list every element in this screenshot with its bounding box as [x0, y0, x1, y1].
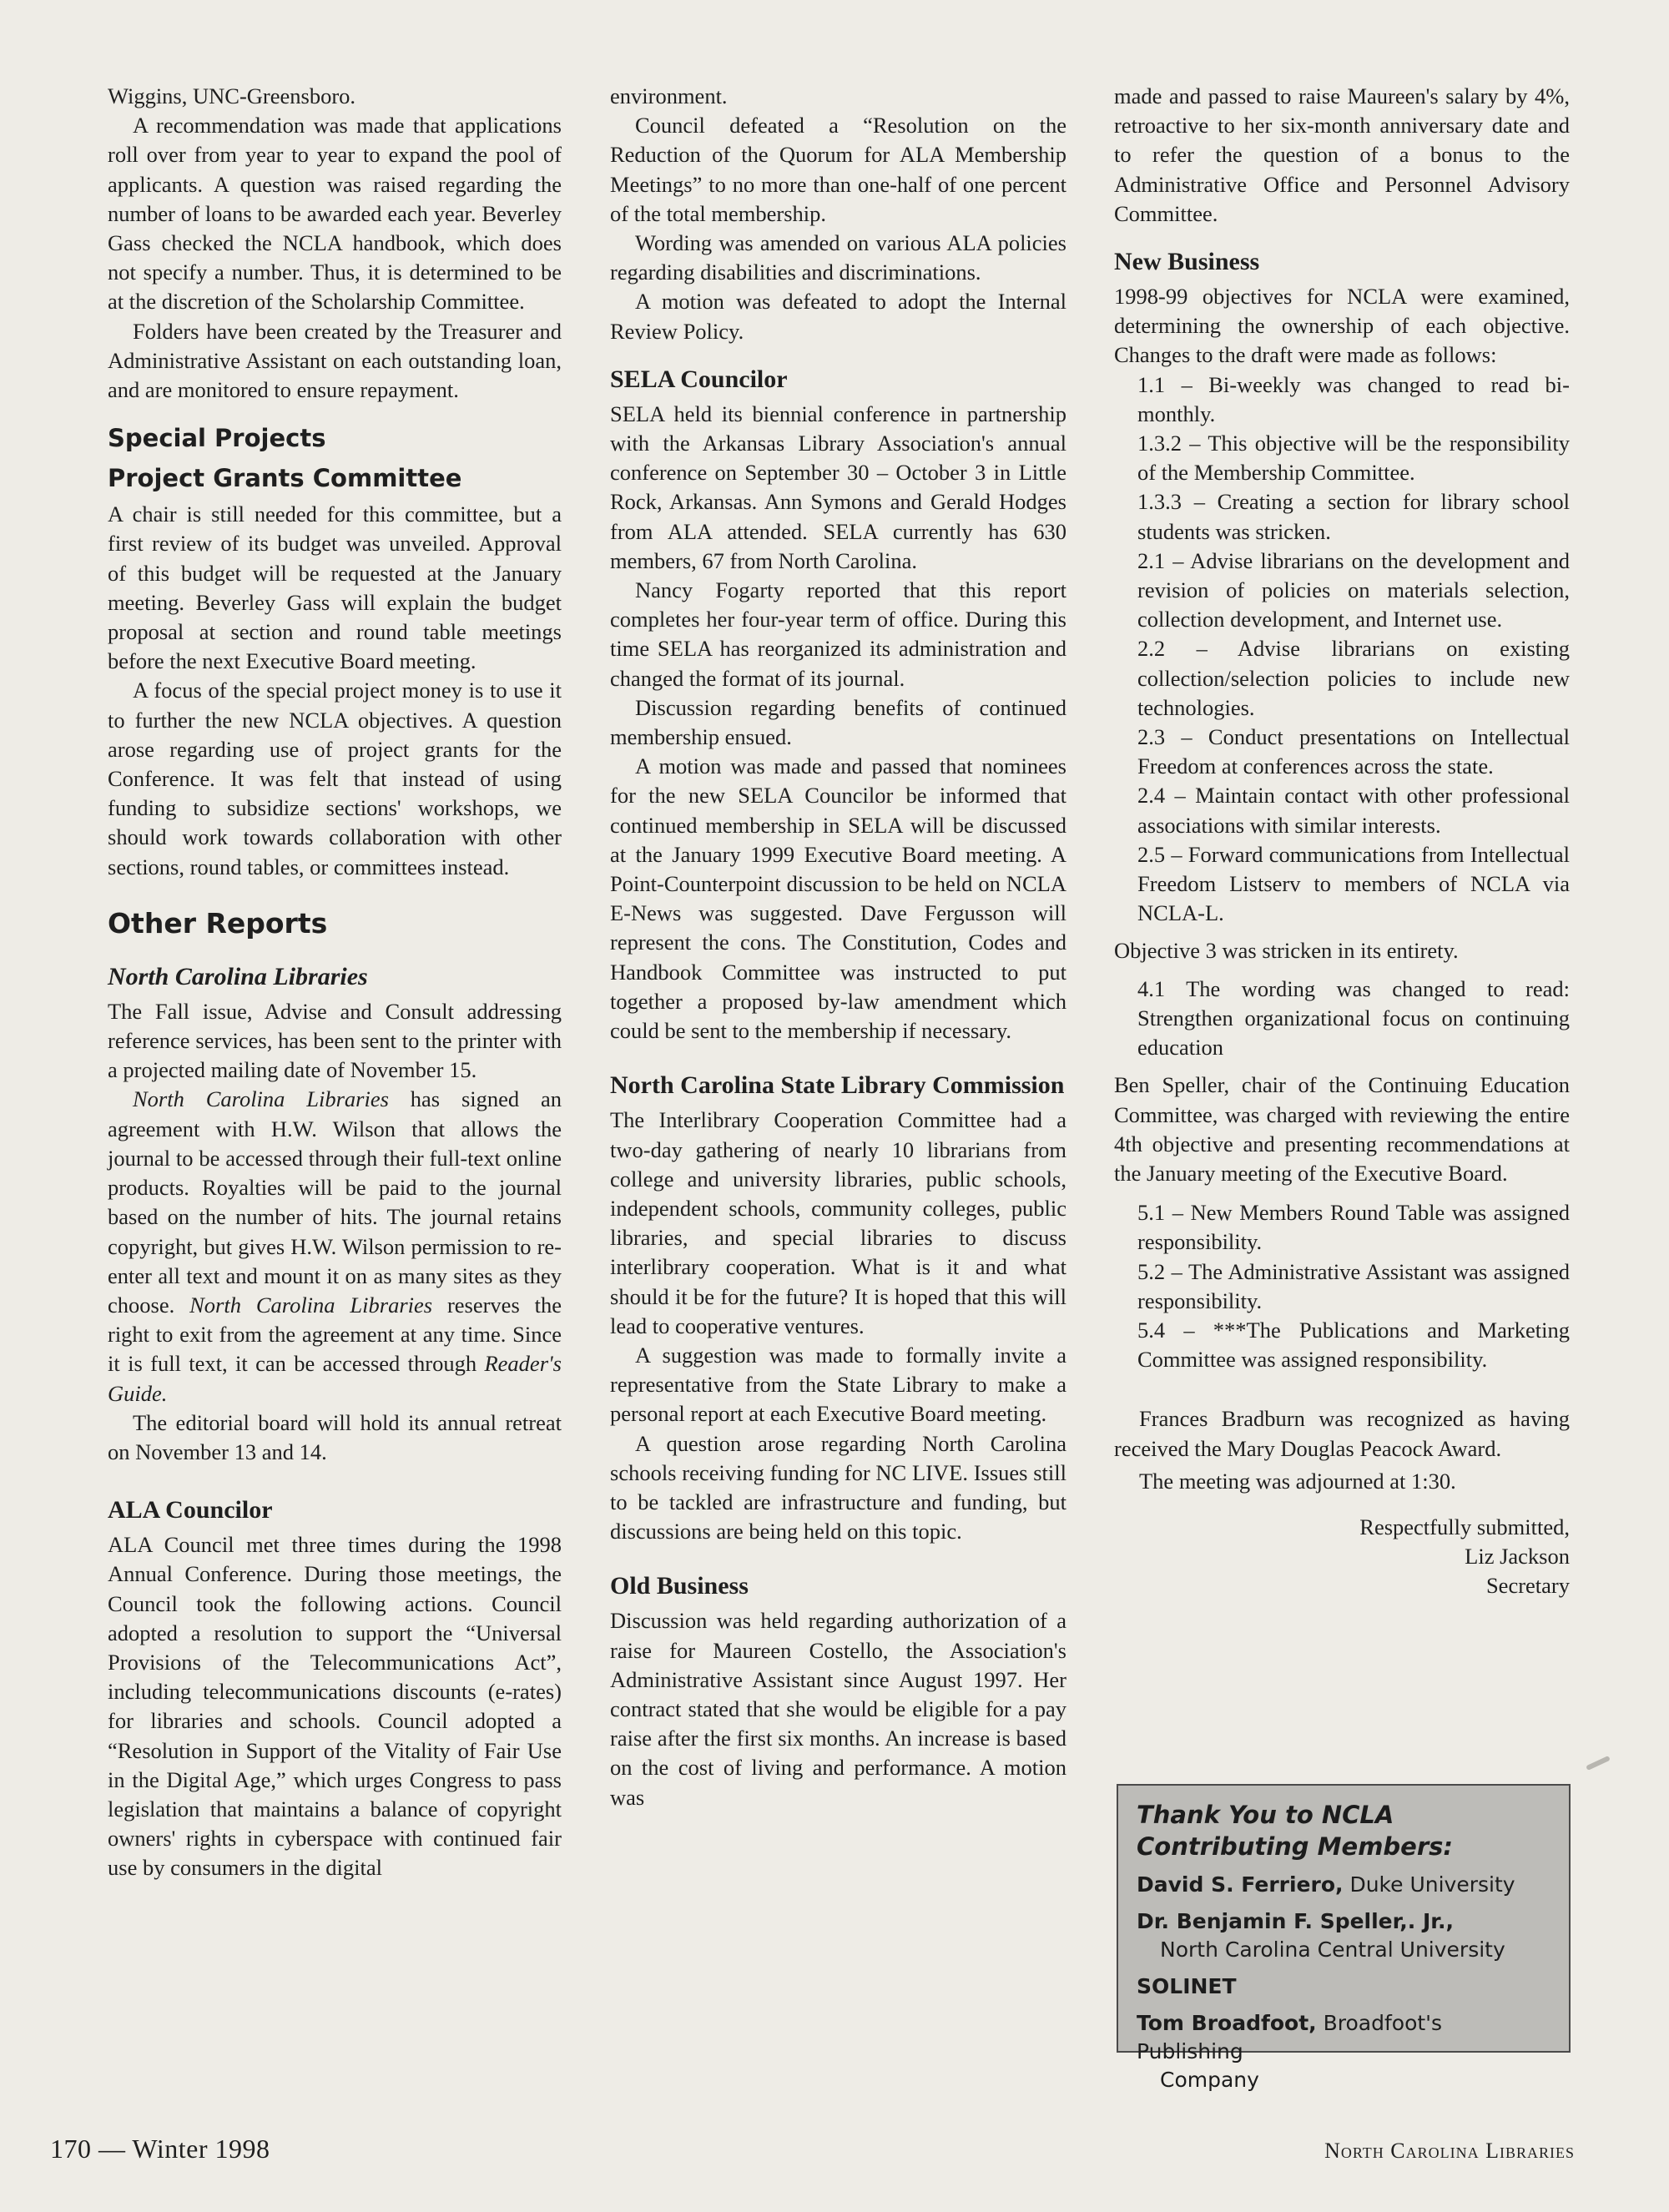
member-name: Dr. Benjamin F. Speller,. Jr., — [1137, 1909, 1455, 1933]
subsection-heading-state-library-commission: North Carolina State Library Commission — [610, 1071, 1065, 1100]
subsection-heading-north-carolina-libraries: North Carolina Libraries — [108, 962, 368, 990]
text-run: has signed an agreement with H.W. Wilson that allows the journal to be accessed through their full-text online products. Royalties will be paid to the journal based on the number of hits. The journal retains copyright, but gives H.W. Wilson permission to re-enter all text and mount it on as many sites as they choose. — [108, 1086, 562, 1318]
paragraph: Ben Speller, chair of the Continuing Education Committee, was charged with reviewing the entire 4th objective and presenting recommendations at the January meeting of the Executive Board. — [1114, 1072, 1570, 1186]
member-org: Company — [1160, 2068, 1259, 2092]
paragraph: A focus of the special project money is to use it to further the new NCLA objectives. A question arose regarding use of project grants for the Conference. It was felt that instead of using funding to subsidize sections' workshops, we should work towards collaboration with other sections, round tables, or committees instead. — [108, 678, 562, 879]
signoff-title: Secretary — [1485, 1573, 1570, 1599]
subsection-heading-sela-councilor: SELA Councilor — [610, 365, 788, 393]
journal-title: North Carolina Libraries — [133, 1086, 389, 1112]
objective-item: 5.2 – The Administrative Assistant was assigned responsibility. — [1137, 1258, 1570, 1313]
paragraph: Nancy Fogarty reported that this report completes her four-year term of office. During this time SELA has reorganized its administration and changed the format of its journal. — [610, 577, 1066, 691]
column-left — [108, 82, 562, 1883]
scan-mark — [1586, 1756, 1611, 1771]
member-entry — [1137, 1871, 1551, 1899]
section-heading-other-reports: Other Reports — [108, 906, 328, 940]
member-name: David S. Ferriero, — [1137, 1872, 1344, 1897]
objective-item: 4.1 The wording was changed to read: Strengthen organizational focus on continuing education — [1137, 975, 1570, 1061]
paragraph: SELA held its biennial conference in partnership with the Arkansas Library Association's annual conference on September 30 – October 3 in Little Rock, Arkansas. Ann Symons and Gerald Hodges from ALA attended. SELA currently has 630 members, 67 from North Carolina. — [610, 401, 1066, 573]
objective-item: 1.3.3 – Creating a section for library school students was stricken. — [1137, 489, 1570, 544]
objective-item: 2.1 – Advise librarians on the development and revision of policies on materials selection, collection development, and Internet use. — [1137, 547, 1570, 632]
paragraph: A recommendation was made that applications roll over from year to year to expand the pool of applicants. A question was raised regarding the number of loans to be awarded each year. Beverley Gass checked the NCLA handbook, which does not specify a number. Thus, it is determined to be at the discretion of the Scholarship Committee. — [108, 113, 562, 315]
member-entry — [1137, 1907, 1551, 1964]
journal-name-footer: North Carolina Libraries — [1324, 2139, 1575, 2163]
subsection-heading-project-grants: Project Grants Committee — [108, 464, 462, 493]
column-right — [1114, 82, 1570, 1601]
member-entry — [1137, 1973, 1551, 2001]
objective-item: 2.3 – Conduct presentations on Intellectual Freedom at conferences across the state. — [1137, 724, 1570, 779]
paragraph: A motion was defeated to adopt the Internal Review Policy. — [610, 289, 1066, 344]
journal-title: North Carolina Libraries — [189, 1292, 433, 1318]
paragraph: A suggestion was made to formally invite a representative from the State Library to make a personal report at each Executive Board meeting. — [610, 1342, 1066, 1427]
paragraph: Council defeated a “Resolution on the Reduction of the Quorum for ALA Membership Meetings” to no more than one-half of one percent of the total membership. — [610, 113, 1066, 226]
paragraph: The editorial board will hold its annual retreat on November 13 and 14. — [108, 1409, 562, 1464]
paragraph: Objective 3 was stricken in its entirety. — [1114, 938, 1459, 964]
paragraph: A question arose regarding North Carolina schools receiving funding for NC LIVE. Issues still to be tackled are infrastructure and funding, but discussions are being held on this topic. — [610, 1430, 1066, 1544]
paragraph: ALA Council met three times during the 1998 Annual Conference. During those meetings, the Council took the following actions. Council adopted a resolution to support the “Universal Provisions of the Telecommunications Act”, including telecommunications discounts (e-rates) for libraries and schools. Council adopted a “Resolution in Support of the Vitality of Fair Use in the Digital Age,” which urges Congress to pass legislation that maintains a balance of copyright owners' rights in cyberspace with continued fair use by consumers in the digital — [108, 1532, 562, 1881]
signoff-name: Liz Jackson — [1465, 1544, 1570, 1570]
member-org: Broadfoot's Publishing — [1137, 2011, 1443, 2063]
paragraph: Discussion regarding benefits of continued membership ensued. — [610, 694, 1066, 750]
paragraph: The Interlibrary Cooperation Committee had a two-day gathering of nearly 10 librarians from college and university libraries, public schools, independent schools, community colleges, public libraries, and special libraries to discuss interlibrary cooperation. What is it and what should it be for the future? It is hoped that this will lead to cooperative ventures. — [610, 1107, 1066, 1338]
paragraph: environment. — [610, 83, 728, 108]
paragraph — [108, 1085, 562, 1408]
subsection-heading-ala-councilor: ALA Councilor — [108, 1496, 273, 1524]
page-number-footer: 170 — Winter 1998 — [50, 2134, 270, 2164]
paragraph: 1998-99 objectives for NCLA were examined, determining the ownership of each objective. Changes to the draft were made as follows: — [1114, 284, 1570, 368]
objective-item: 5.4 – ***The Publications and Marketing Committee was assigned responsibility. — [1137, 1317, 1570, 1373]
subsection-heading-old-business: Old Business — [610, 1572, 749, 1600]
member-org: North Carolina Central University — [1160, 1937, 1505, 1962]
paragraph: Wiggins, UNC-Greensboro. — [108, 83, 356, 108]
paragraph: The meeting was adjourned at 1:30. — [1139, 1468, 1456, 1494]
paragraph: A motion was made and passed that nominees for the new SELA Councilor be informed that continued membership in SELA will be discussed at the January 1999 Executive Board meeting. A Point-Counterpoint discussion to be held on NCLA E-News was suggested. Dave Fergusson will represent the cons. The Constitution, Codes and Handbook Committee was instructed to put together a proposed by-law amendment which could be sent to the membership if necessary. — [610, 753, 1066, 1044]
thank-you-box — [1117, 1784, 1571, 2092]
member-org: Duke University — [1343, 1872, 1515, 1897]
member-entry — [1137, 2009, 1551, 2094]
paragraph: made and passed to raise Maureen's salary by 4%, retroactive to her six-month anniversary date and to refer the question of a bonus to the Administrative Office and Personnel Advisory Committee. — [1114, 83, 1570, 226]
thank-you-title-line: Contributing Members: — [1137, 1832, 1453, 1861]
objective-item: 2.4 – Maintain contact with other professional associations with similar interests. — [1137, 783, 1570, 838]
objective-item: 1.3.2 – This objective will be the responsibility of the Membership Committee. — [1137, 431, 1570, 486]
thank-you-title-line: Thank You to NCLA — [1137, 1801, 1394, 1829]
column-middle — [610, 82, 1066, 1812]
objective-item: 2.2 – Advise librarians on existing collection/selection policies to include new technologies. — [1137, 636, 1570, 720]
paragraph: Folders have been created by the Treasurer and Administrative Assistant on each outstanding loan, and are monitored to ensure repayment. — [108, 318, 562, 403]
member-name: SOLINET — [1137, 1974, 1237, 1998]
member-name: Tom Broadfoot, — [1137, 2011, 1317, 2035]
paragraph: Discussion was held regarding authorization of a raise for Maureen Costello, the Association's Administrative Assistant since August 1997. Her contract stated that she would be eligible for a pay raise after the first six months. An increase is based on the cost of living and performance. A motion was — [610, 1608, 1066, 1810]
thank-you-title — [1137, 1799, 1551, 1862]
objective-item: 2.5 – Forward communications from Intellectual Freedom Listserv to members of NCLA via NCLA-L. — [1137, 841, 1570, 926]
signoff-closing: Respectfully submitted, — [1359, 1514, 1570, 1539]
readers-guide-title: Reader's Guide. — [108, 1351, 562, 1406]
paragraph: Wording was amended on various ALA policies regarding disabilities and discriminations. — [610, 230, 1066, 285]
objective-item: 5.1 – New Members Round Table was assigned responsibility. — [1137, 1200, 1570, 1255]
paragraph: A chair is still needed for this committee, but a first review of its budget was unveiled. Approval of this budget will be requested at the January meeting. Beverley Gass will explain the budget proposal at section and round table meetings before the next Executive Board meeting. — [108, 501, 562, 674]
objective-item: 1.1 – Bi-weekly was changed to read bi-monthly. — [1137, 371, 1570, 426]
paragraph: The Fall issue, Advise and Consult addressing reference services, has been sent to the printer with a projected mailing date of November 15. — [108, 998, 562, 1083]
text-run: reserves the right to exit from the agreement at any time. Since it is full text, it can be accessed through — [108, 1292, 562, 1377]
subsection-heading-new-business: New Business — [1114, 248, 1260, 276]
section-heading-special-projects: Special Projects — [108, 424, 326, 453]
paragraph: Frances Bradburn was recognized as having received the Mary Douglas Peacock Award. — [1114, 1406, 1570, 1461]
